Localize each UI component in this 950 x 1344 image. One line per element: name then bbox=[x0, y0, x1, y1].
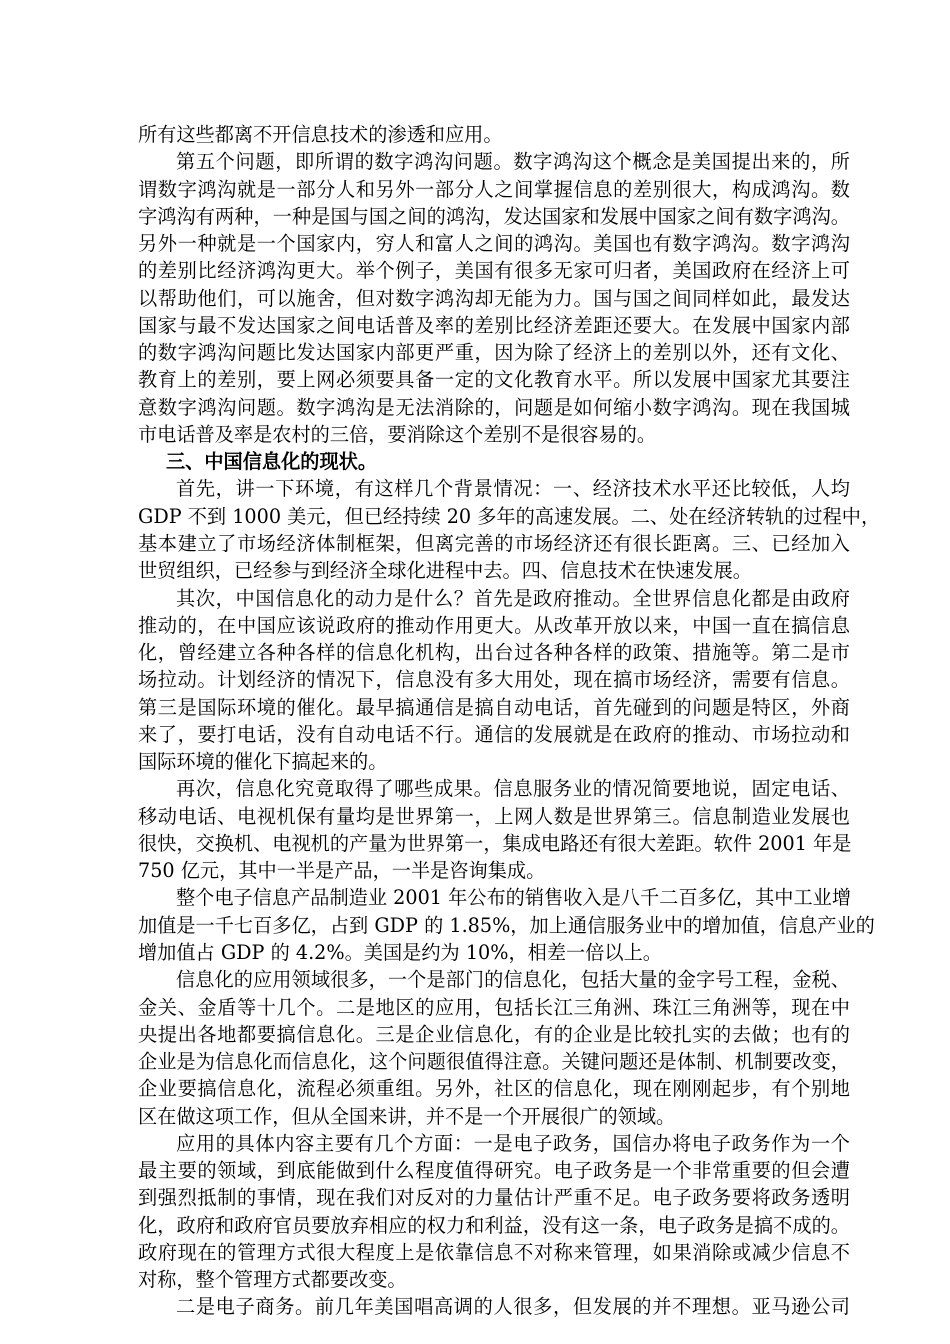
document-body bbox=[138, 121, 881, 1321]
text-line: 对称，整个管理方式都要改变。 bbox=[138, 1268, 407, 1292]
text-line: 第三是国际环境的催化。最早搞通信是搞自动电话，首先碰到的问题是特区，外商 bbox=[138, 695, 850, 719]
text-line: 金关、金盾等十几个。二是地区的应用，包括长江三角洲、珠江三角洲等，现在中 bbox=[138, 995, 850, 1019]
text-line: 二是电子商务。前几年美国唱高调的人很多，但发展的并不理想。亚马逊公司 bbox=[176, 1295, 850, 1319]
text-line: 很快，交换机、电视机的产量为世界第一，集成电路还有很大差距。软件 2001 年是 bbox=[138, 831, 852, 855]
text-line: 区在做这项工作，但从全国来讲，并不是一个开展很广的领域。 bbox=[138, 1104, 676, 1128]
text-line: 另外一种就是一个国家内，穷人和富人之间的鸿沟。美国也有数字鸿沟。数字鸿沟 bbox=[138, 232, 850, 256]
text-line: 再次，信息化究竟取得了哪些成果。信息服务业的情况简要地说，固定电话、 bbox=[176, 777, 850, 801]
text-line: 加值是一千七百多亿，占到 GDP 的 1.85%，加上通信服务业中的增加值，信息产业的 bbox=[138, 913, 875, 937]
text-line: 移动电话、电视机保有量均是世界第一，上网人数是世界第三。信息制造业发展也 bbox=[138, 804, 850, 828]
text-line: 谓数字鸿沟就是一部分人和另外一部分人之间掌握信息的差别很大，构成鸿沟。数 bbox=[138, 177, 850, 201]
text-line: 字鸿沟有两种，一种是国与国之间的鸿沟，发达国家和发展中国家之间有数字鸿沟。 bbox=[138, 204, 850, 228]
text-line: 第五个问题，即所谓的数字鸿沟问题。数字鸿沟这个概念是美国提出来的，所 bbox=[176, 150, 850, 174]
text-line: GDP 不到 1000 美元，但已经持续 20 多年的高速发展。二、处在经济转轨的过程中， bbox=[138, 504, 881, 528]
text-line: 推动的，在中国应该说政府的推动作用更大。从改革开放以来，中国一直在搞信息 bbox=[138, 613, 850, 637]
text-line: 国家与最不发达国家之间电话普及率的差别比经济差距还要大。在发展中国家内部 bbox=[138, 313, 850, 337]
text-line: 以帮助他们，可以施舍，但对数字鸿沟却无能为力。国与国之间同样如此，最发达 bbox=[138, 286, 850, 310]
text-line: 首先，讲一下环境，有这样几个背景情况：一、经济技术水平还比较低，人均 bbox=[176, 477, 850, 501]
text-line: 所有这些都离不开信息技术的渗透和应用。 bbox=[138, 123, 503, 146]
text-line: 企业是为信息化而信息化，这个问题很值得注意。关键问题还是体制、机制要改变， bbox=[138, 1050, 850, 1074]
text-line: 到强烈抵制的事情，现在我们对反对的力量估计严重不足。电子政务要将政务透明 bbox=[138, 1186, 850, 1210]
text-line: 最主要的领域，到底能做到什么程度值得研究。电子政务是一个非常重要的但会遭 bbox=[138, 1159, 850, 1183]
text-line: 央提出各地都要搞信息化。三是企业信息化，有的企业是比较扎实的去做；也有的 bbox=[138, 1022, 850, 1046]
text-line: 化，曾经建立各种各样的信息化机构，出台过各种各样的政策、措施等。第二是市 bbox=[138, 641, 850, 665]
text-line: 750 亿元，其中一半是产品，一半是咨询集成。 bbox=[138, 859, 546, 883]
section-heading: 三、中国信息化的现状。 bbox=[166, 450, 378, 474]
text-line: 世贸组织，已经参与到经济全球化进程中去。四、信息技术在快速发展。 bbox=[138, 559, 752, 583]
text-line: 其次，中国信息化的动力是什么？首先是政府推动。全世界信息化都是由政府 bbox=[176, 586, 850, 610]
text-line: 教育上的差别，要上网必须要具备一定的文化教育水平。所以发展中国家尤其要注 bbox=[138, 368, 850, 392]
text-line: 增加值占 GDP 的 4.2%。美国是约为 10%，相差一倍以上。 bbox=[138, 940, 662, 964]
text-line: 基本建立了市场经济体制框架，但离完善的市场经济还有很长距离。三、已经加入 bbox=[138, 531, 850, 555]
text-line: 市电话普及率是农村的三倍，要消除这个差别不是很容易的。 bbox=[138, 422, 657, 446]
text-line: 来了，要打电话，没有自动电话不行。通信的发展就是在政府的推动、市场拉动和 bbox=[138, 722, 850, 746]
text-line: 的差别比经济鸿沟更大。举个例子，美国有很多无家可归者，美国政府在经济上可 bbox=[138, 259, 850, 283]
text-line: 政府现在的管理方式很大程度上是依靠信息不对称来管理，如果消除或减少信息不 bbox=[138, 1240, 850, 1264]
text-line: 意数字鸿沟问题。数字鸿沟是无法消除的，问题是如何缩小数字鸿沟。现在我国城 bbox=[138, 395, 850, 419]
text-line: 企业要搞信息化，流程必须重组。另外，社区的信息化，现在刚刚起步，有个别地 bbox=[138, 1077, 850, 1101]
text-line: 信息化的应用领域很多，一个是部门的信息化，包括大量的金字号工程，金税、 bbox=[176, 968, 850, 992]
text-line: 化，政府和政府官员要放弃相应的权力和利益，没有这一条，电子政务是搞不成的。 bbox=[138, 1213, 850, 1237]
text-line: 场拉动。计划经济的情况下，信息没有多大用处，现在搞市场经济，需要有信息。 bbox=[138, 668, 850, 692]
text-line: 国际环境的催化下搞起来的。 bbox=[138, 750, 388, 774]
text-line: 的数字鸿沟问题比发达国家内部更严重，因为除了经济上的差别以外，还有文化、 bbox=[138, 341, 850, 365]
text-line: 整个电子信息产品制造业 2001 年公布的销售收入是八千二百多亿，其中工业增 bbox=[176, 886, 852, 910]
text-line: 应用的具体内容主要有几个方面：一是电子政务，国信办将电子政务作为一个 bbox=[176, 1131, 850, 1155]
